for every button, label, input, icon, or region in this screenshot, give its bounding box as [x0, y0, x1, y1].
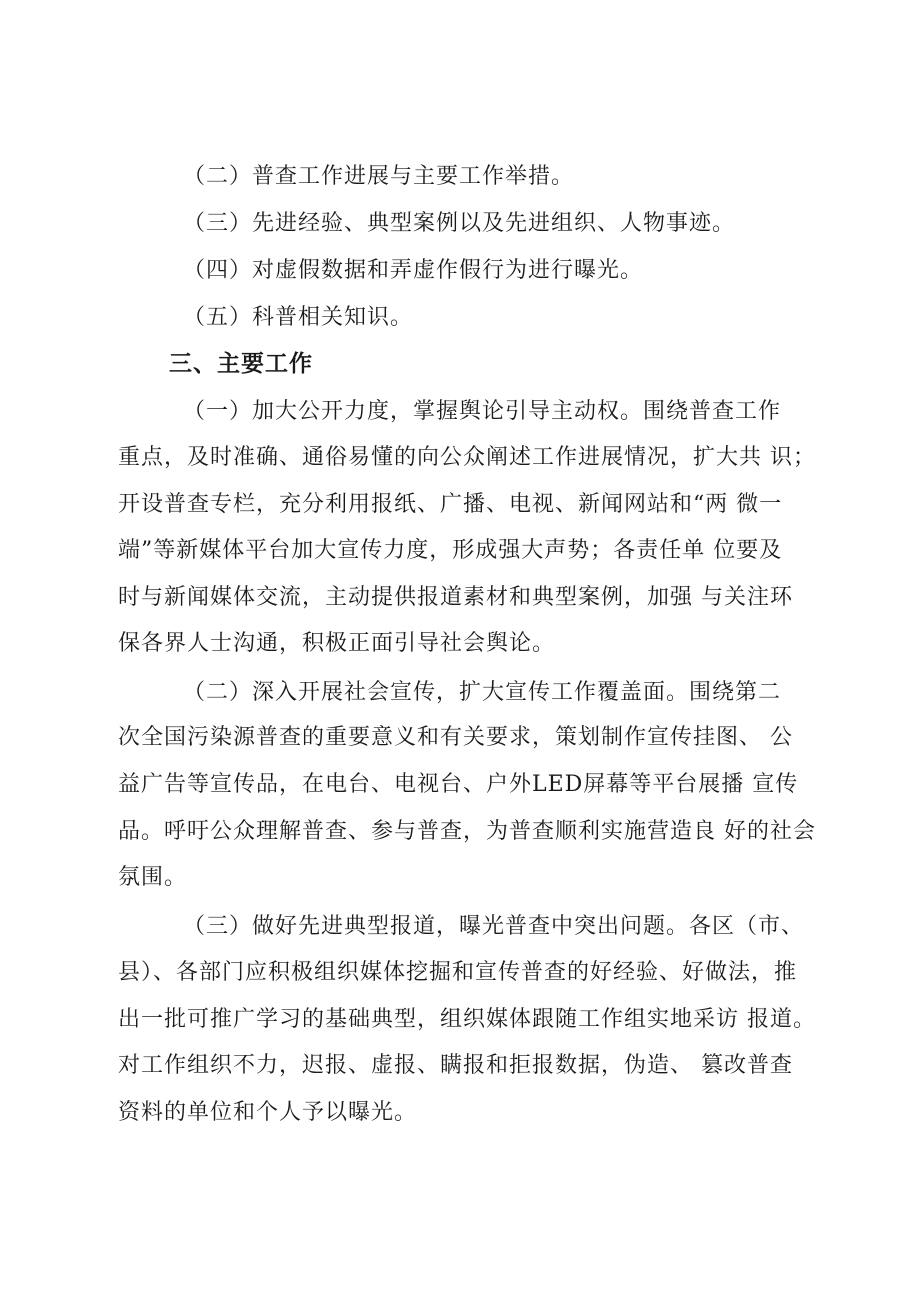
- paragraph-1-line-2: 重点，及时准确、通俗易懂的向公众阐述工作进展情况，扩大共 识；: [118, 445, 816, 470]
- paragraph-2-line-4: 品。呼吁公众理解普查、参与普查，为普查顺利实施营造良 好的社会: [118, 819, 816, 844]
- paragraph-2-line-1: （二）深入开展社会宣传，扩大宣传工作覆盖面。围绕第二: [183, 680, 782, 705]
- paragraph-3-line-3: 出一批可推广学习的基础典型，组织媒体跟随工作组实地采访 报道。: [118, 1007, 816, 1032]
- paragraph-2-line-2: 次全国污染源普查的重要意义和有关要求，策划制作宣传挂图、 公: [118, 725, 793, 750]
- list-item-3: （三）先进经验、典型案例以及先进组织、人物事迹。: [183, 211, 736, 236]
- paragraph-1-line-4: 端”等新媒体平台加大宣传力度，形成强大声势；各责任单 位要及: [118, 538, 783, 563]
- section-heading: 三、主要工作: [169, 351, 313, 377]
- paragraph-3-line-4: 对工作组织不力，迟报、虚报、瞒报和拒报数据，伪造、 篡改普查: [118, 1053, 793, 1078]
- paragraph-1-line-5: 时与新闻媒体交流，主动提供报道素材和典型案例，加强 与关注环: [118, 585, 793, 610]
- list-item-2: （二）普查工作进展与主要工作举措。: [183, 164, 575, 189]
- list-item-4: （四）对虚假数据和弄虚作假行为进行曝光。: [183, 258, 644, 283]
- paragraph-2-line-5: 氛围。: [118, 865, 188, 890]
- list-item-5: （五）科普相关知识。: [183, 305, 414, 330]
- paragraph-3-line-2: 县）、各部门应积极组织媒体挖掘和宣传普查的好经验、好做法，推: [118, 960, 798, 985]
- paragraph-3-line-5: 资料的单位和个人予以曝光。: [118, 1100, 418, 1125]
- paragraph-1-line-6: 保各界人士沟通，积极正面引导社会舆论。: [118, 631, 556, 656]
- paragraph-1-line-3: 开设普查专栏，充分利用报纸、广播、电视、新闻网站和“两 微一: [118, 492, 783, 517]
- paragraph-1-line-1: （一）加大公开力度，掌握舆论引导主动权。围绕普查工作: [183, 399, 782, 424]
- paragraph-2-line-3: 益广告等宣传品，在电台、电视台、户外LED屏幕等平台展播 宣传: [118, 772, 799, 797]
- paragraph-3-line-1: （三）做好先进典型报道，曝光普查中突出问题。各区（市、: [183, 914, 805, 939]
